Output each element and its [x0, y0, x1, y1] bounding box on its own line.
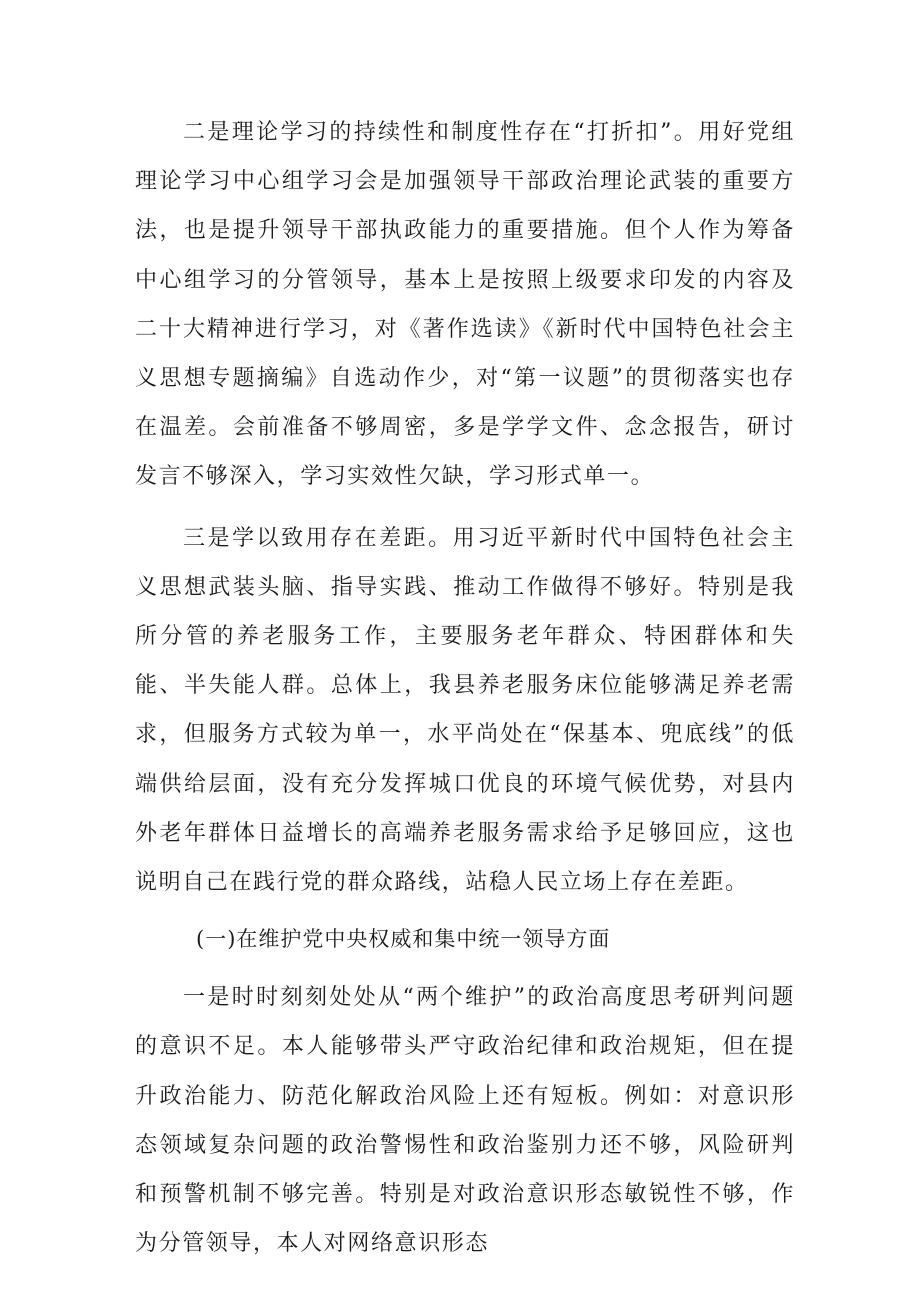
- paragraph-apply-learning: 三是学以致用存在差距。用习近平新时代中国特色社会主义思想武装头脑、指导实践、推动工作做得不够好。特别是我所分管的养老服务工作，主要服务老年群众、特困群体和失能、半失能人群。总体上，我县养老服务床位能够满足养老需求，但服务方式较为单一，水平尚处在“保基本、兜底线”的低端供给层面，没有充分发挥城口优良的环境气候优势，对县内外老年群体日益增长的高端养老服务需求给予足够回应，这也说明自己在践行党的群众路线，站稳人民立场上存在差距。: [135, 525, 795, 896]
- section-heading: (一)在维护党中央权威和集中统一领导方面: [196, 927, 611, 952]
- paragraph-theory-study: 二是理论学习的持续性和制度性存在“打折扣”。用好党组理论学习中心组学习会是加强领导干部政治理论武装的重要方法，也是提升领导干部执政能力的重要措施。但个人作为筹备中心组学习的分管领导，基本上是按照上级要求印发的内容及二十大精神进行学习，对《著作选读》《新时代中国特色社会主义思想专题摘编》自选动作少，对“第一议题”的贯彻落实也存在温差。会前准备不够周密，多是学学文件、念念报告，研讨发言不够深入，学习实效性欠缺，学习形式单一。: [135, 120, 795, 490]
- paragraph-two-safeguards: 一是时时刻刻处处从“两个维护”的政治高度思考研判问题的意识不足。本人能够带头严守政治纪律和政治规矩，但在提升政治能力、防范化解政治风险上还有短板。例如：对意识形态领域复杂问题的政治警惕性和政治鉴别力还不够，风险研判和预警机制不够完善。特别是对政治意识形态敏锐性不够，作为分管领导，本人对网络意识形态: [135, 985, 795, 1257]
- document-page: [135, 108, 795, 1268]
